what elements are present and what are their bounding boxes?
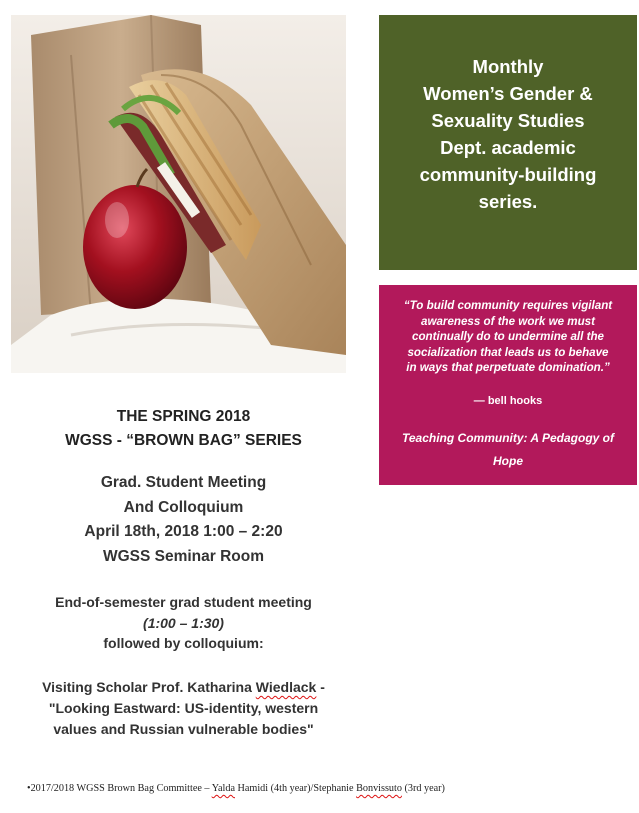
promo-line: series. <box>478 190 538 212</box>
quote-text <box>383 298 633 376</box>
book-line: Hope <box>493 454 523 468</box>
scholar-name: Wiedlack <box>255 679 317 695</box>
series-heading <box>0 405 367 453</box>
details-line: End-of-semester grad student meeting <box>55 594 312 610</box>
series-promo-box <box>379 15 637 270</box>
colloquium-info <box>0 677 367 740</box>
scholar-prefix: Visiting Scholar Prof. Katharina <box>42 679 256 695</box>
promo-line: Women’s Gender & <box>423 82 593 104</box>
promo-line: Monthly <box>472 55 544 77</box>
meeting-datetime: April 18th, 2018 1:00 – 2:20 <box>84 523 283 540</box>
series-heading-line: WGSS - “BROWN BAG” SERIES <box>65 432 302 449</box>
meeting-title: Grad. Student Meeting <box>100 474 267 491</box>
committee-footer <box>27 783 445 794</box>
details-time: (1:00 – 1:30) <box>143 614 224 631</box>
quote-line: continually do to undermine all the <box>412 330 604 344</box>
meeting-details <box>0 592 367 654</box>
meeting-location: WGSS Seminar Room <box>102 547 265 565</box>
quote-line: socialization that leads us to behave <box>407 345 609 359</box>
meeting-subtitle: And Colloquium <box>123 498 244 516</box>
promo-line: Dept. academic <box>440 136 576 158</box>
scholar-suffix: - <box>316 679 325 695</box>
talk-title-line: values and Russian vulnerable bodies" <box>53 721 314 737</box>
promo-line: community-building <box>419 163 597 185</box>
promo-line: Sexuality Studies <box>431 109 585 131</box>
quote-line: in ways that perpetuate domination.” <box>406 361 610 375</box>
sandwich-apple-photo <box>11 15 346 373</box>
quote-box <box>379 285 637 485</box>
meeting-info <box>0 471 367 569</box>
footer-mid: (4th year)/Stephanie <box>268 783 357 794</box>
footer-prefix: •2017/2018 WGSS Brown Bag Committee – <box>27 783 212 794</box>
scholar-line <box>0 677 367 698</box>
footer-name1-last: Hamidi <box>237 783 269 794</box>
series-promo-text <box>420 53 597 215</box>
footer-name2-last: Bonvissuto <box>356 783 402 794</box>
talk-title-line: "Looking Eastward: US-identity, western <box>48 700 319 716</box>
footer-name1-first: Yalda <box>211 783 235 794</box>
quote-book-title <box>389 425 627 471</box>
series-heading-line: THE SPRING 2018 <box>116 408 251 425</box>
quote-author: — bell hooks <box>473 395 543 407</box>
book-line: Teaching Community: A Pedagogy of <box>401 431 614 445</box>
quote-line: “To build community requires vigilant <box>403 299 613 312</box>
details-line: followed by colloquium: <box>103 635 264 651</box>
quote-line: awareness of the work we must <box>421 314 595 328</box>
footer-suffix: (3rd year) <box>401 783 445 794</box>
